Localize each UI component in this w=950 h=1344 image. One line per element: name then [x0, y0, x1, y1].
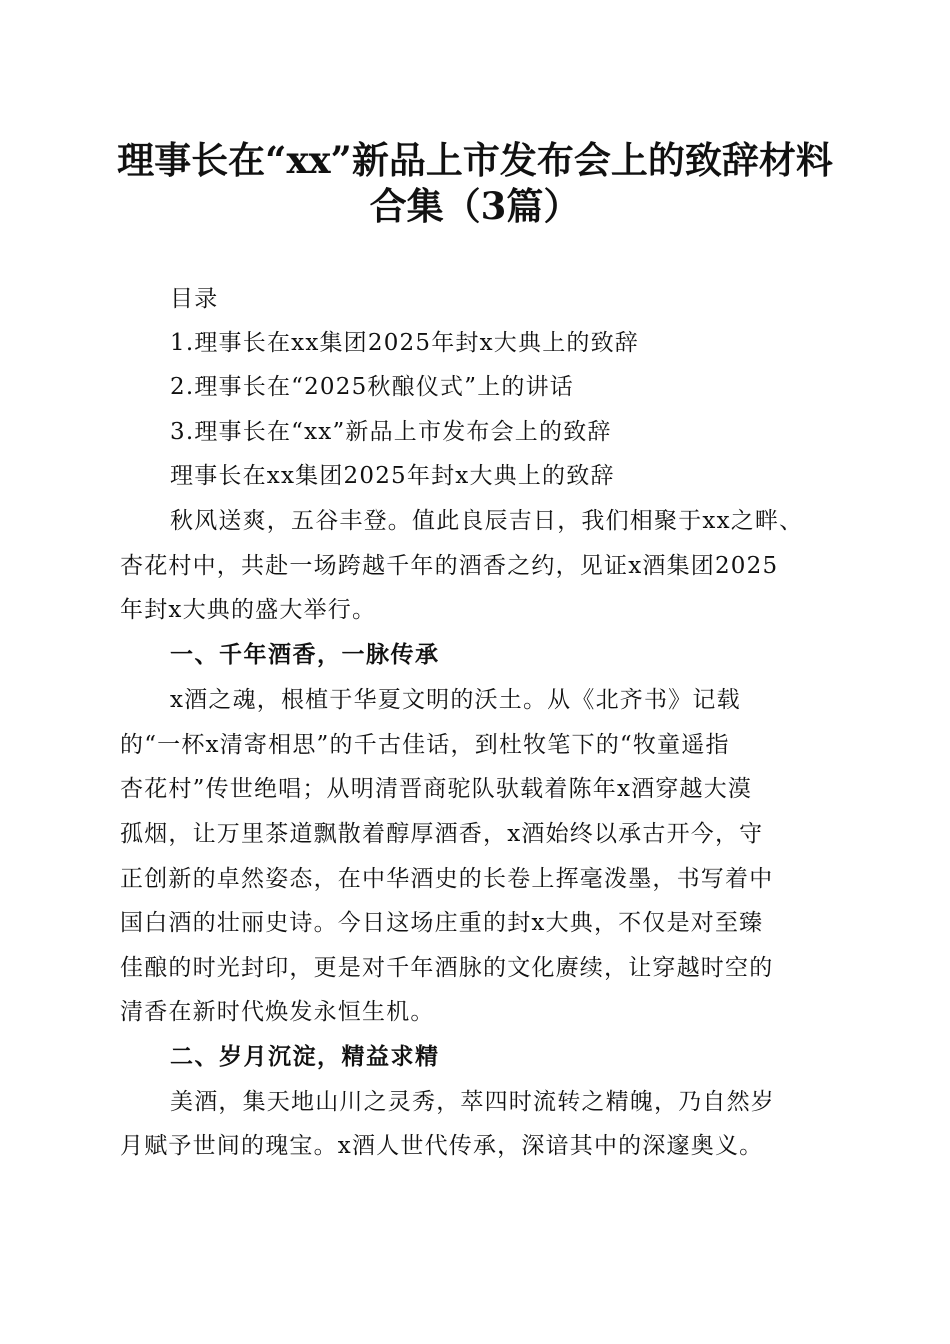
- toc-item-3: 3.理事长在“xx”新品上市发布会上的致辞: [170, 419, 612, 445]
- toc-item-2: 2.理事长在“2025秋酿仪式”上的讲话: [170, 374, 574, 400]
- para2-line: 美酒，集天地山川之灵秀，萃四时流转之精魄，乃自然岁: [170, 1089, 775, 1115]
- toc-label: 目录: [170, 286, 219, 312]
- para1-line: 清香在新时代焕发永恒生机。: [120, 999, 435, 1025]
- para2-line: 月赋予世间的瑰宝。x酒人世代传承，深谙其中的深邃奥义。: [120, 1133, 764, 1159]
- intro-line: 杏花村中，共赴一场跨越千年的酒香之约，见证x酒集团2025: [120, 553, 779, 579]
- para1-line: 孤烟，让万里茶道飘散着醇厚酒香，x酒始终以承古开今，守: [120, 821, 764, 847]
- para1-line: 杏花村”传世绝唱；从明清晋商驼队驮载着陈年x酒穿越大漠: [120, 776, 753, 802]
- section-title: 理事长在xx集团2025年封x大典上的致辞: [170, 463, 615, 489]
- toc-item-1: 1.理事长在xx集团2025年封x大典上的致辞: [170, 330, 639, 356]
- intro-line: 年封x大典的盛大举行。: [120, 597, 377, 623]
- para1-line: x酒之魂，根植于华夏文明的沃土。从《北齐书》记载: [170, 687, 741, 713]
- para1-line: 正创新的卓然姿态，在中华酒史的长卷上挥毫泼墨，书写着中: [120, 866, 774, 892]
- para1-line: 的“一杯x清寄相思”的千古佳话，到杜牧笔下的“牧童遥指: [120, 732, 730, 758]
- para1-line: 国白酒的壮丽史诗。今日这场庄重的封x大典，不仅是对至臻: [120, 910, 764, 936]
- intro-line: 秋风送爽，五谷丰登。值此良辰吉日，我们相聚于xx之畔、: [170, 508, 804, 534]
- heading-1: 一、千年酒香，一脉传承: [170, 642, 440, 668]
- para1-line: 佳酿的时光封印，更是对千年酒脉的文化赓续，让穿越时空的: [120, 955, 774, 981]
- document-title-line-1: 理事长在“xx”新品上市发布会上的致辞材料: [117, 138, 833, 182]
- document-title-line-2: 合集（3篇）: [369, 184, 581, 228]
- heading-2: 二、岁月沉淀，精益求精: [170, 1044, 440, 1070]
